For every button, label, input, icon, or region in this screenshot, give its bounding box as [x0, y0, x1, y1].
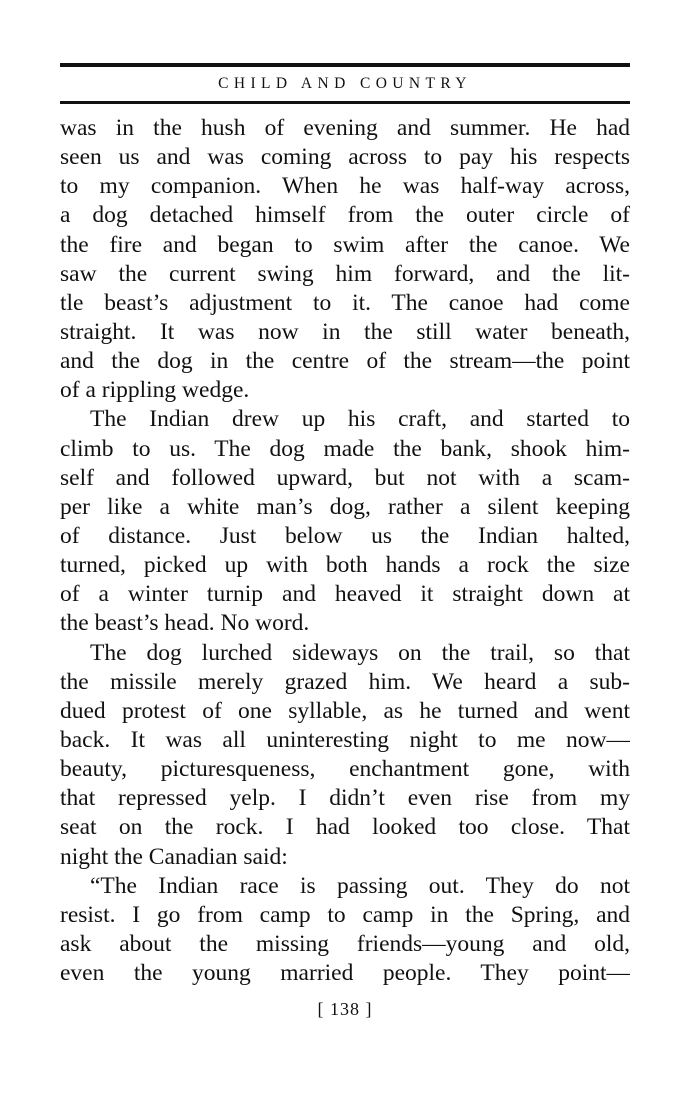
text-line: The dog lurched sideways on the trail, so that: [90, 639, 630, 666]
text-line: back. It was all uninteresting night to me now—: [60, 726, 630, 753]
text-line: per like a white man’s dog, rather a silent keeping: [60, 493, 630, 520]
text-line: climb to us. The dog made the bank, shook him-: [60, 435, 630, 462]
text-line: of a winter turnip and heaved it straight down at: [60, 581, 630, 608]
text-line: of distance. Just below us the Indian halted,: [60, 522, 630, 549]
text-line: seen us and was coming across to pay his respects: [60, 144, 630, 171]
text-line: saw the current swing him forward, and the lit-: [60, 260, 630, 287]
text-line: the fire and began to swim after the canoe. We: [60, 231, 630, 258]
text-line: resist. I go from camp to camp in the Spring, and: [60, 901, 630, 928]
text-line: turned, picked up with both hands a rock the size: [60, 552, 630, 579]
text-line: night the Canadian said:: [60, 843, 288, 870]
text-line: seat on the rock. I had looked too close. That: [60, 814, 630, 841]
text-line: straight. It was now in the still water beneath,: [60, 318, 630, 345]
text-line: even the young married people. They point—: [60, 960, 630, 987]
running-head: CHILD AND COUNTRY: [218, 75, 472, 92]
text-line: “The Indian race is passing out. They do not: [90, 872, 630, 899]
text-line: tle beast’s adjustment to it. The canoe had come: [60, 289, 630, 316]
text-line: dued protest of one syllable, as he turned and went: [60, 697, 630, 724]
page-number: [ 138 ]: [317, 999, 373, 1019]
text-line: was in the hush of evening and summer. He had: [60, 115, 630, 141]
body-text: [60, 114, 630, 988]
header-bottom-rule: [60, 101, 630, 104]
text-line: beauty, picturesqueness, enchantment gone, with: [60, 756, 630, 783]
text-line: The Indian drew up his craft, and started to: [90, 406, 630, 433]
text-line: and the dog in the centre of the stream—the point: [60, 348, 630, 375]
text-line: a dog detached himself from the outer circle of: [60, 202, 630, 229]
header-top-rule: [60, 63, 630, 67]
text-line: that repressed yelp. I didn’t even rise from my: [60, 785, 630, 812]
text-line: to my companion. When he was half-way across,: [60, 173, 630, 200]
text-line: self and followed upward, but not with a scam-: [60, 464, 630, 491]
text-line: of a rippling wedge.: [60, 377, 250, 404]
text-line: the missile merely grazed him. We heard a sub-: [60, 668, 630, 695]
text-line: the beast’s head. No word.: [60, 610, 310, 637]
text-line: ask about the missing friends—young and old,: [60, 930, 630, 957]
